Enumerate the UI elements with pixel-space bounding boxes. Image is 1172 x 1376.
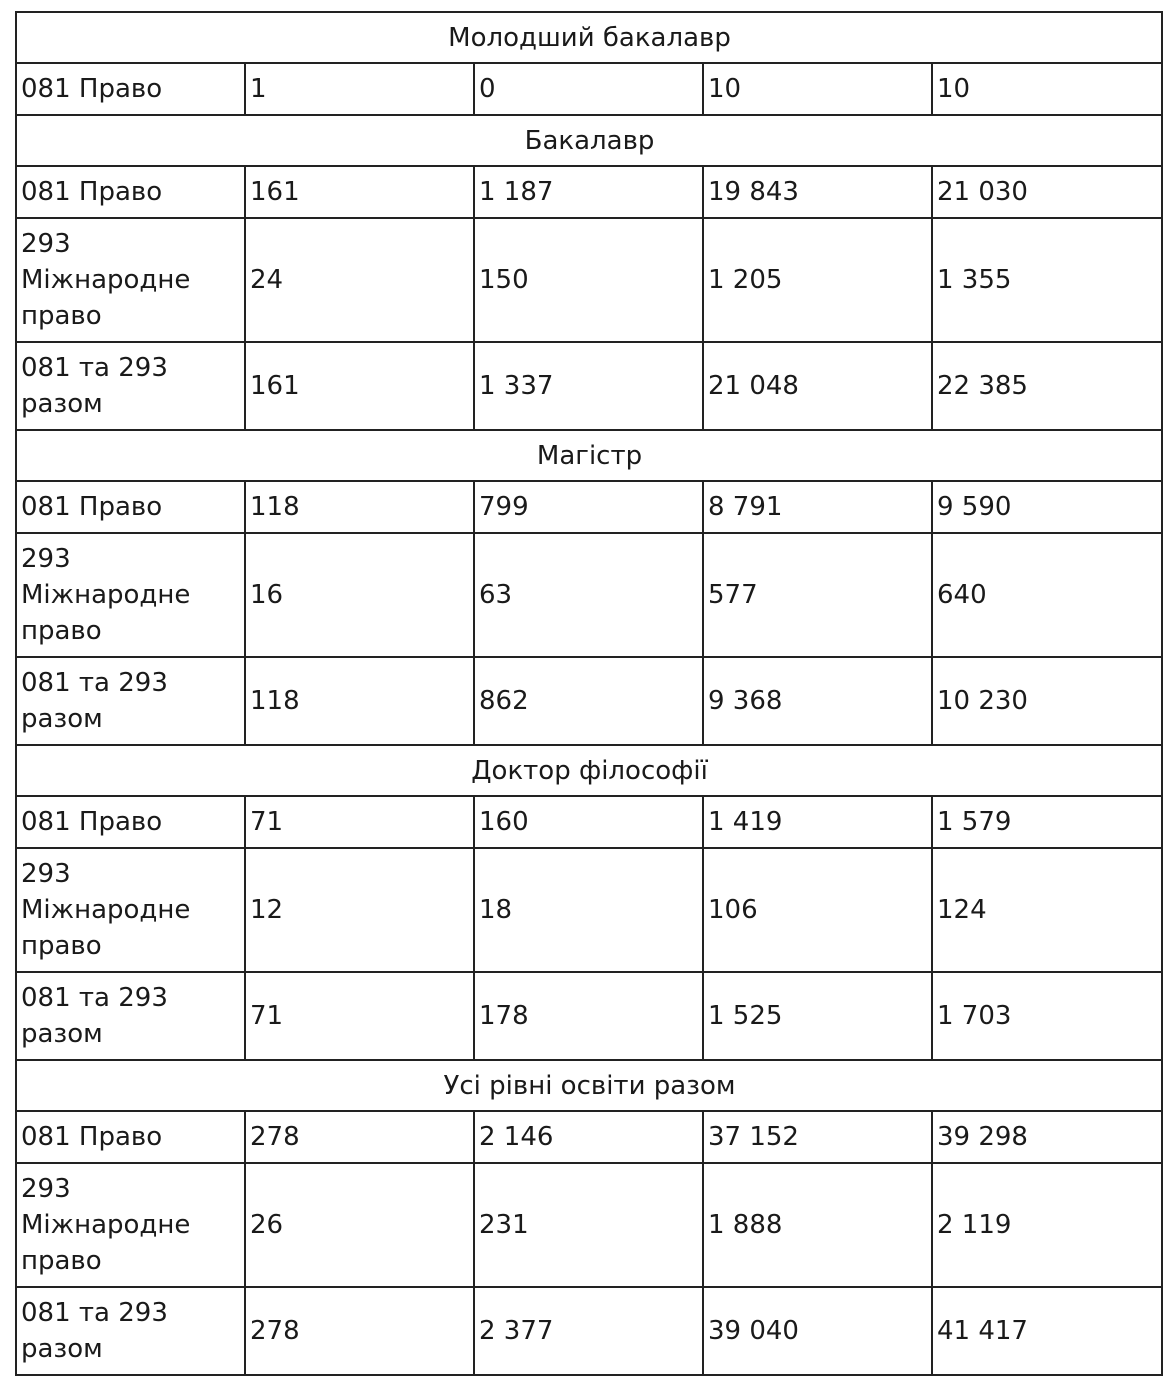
section-header-row [16, 745, 1162, 796]
value-cell: 10 230 [932, 657, 1162, 745]
value-cell: 41 417 [932, 1287, 1162, 1375]
table-row [16, 342, 1162, 430]
table-row [16, 1111, 1162, 1163]
value-cell: 1 [245, 63, 474, 115]
section-header-row [16, 430, 1162, 481]
value-cell: 161 [245, 342, 474, 430]
value-cell: 22 385 [932, 342, 1162, 430]
section-title: Молодший бакалавр [16, 12, 1162, 63]
value-cell: 799 [474, 481, 703, 533]
row-label: 081 та 293 разом [16, 972, 245, 1060]
section-header-row [16, 12, 1162, 63]
value-cell: 12 [245, 848, 474, 972]
value-cell: 9 368 [703, 657, 932, 745]
value-cell: 21 048 [703, 342, 932, 430]
value-cell: 118 [245, 481, 474, 533]
section-header-row [16, 115, 1162, 166]
row-label: 293 Міжнародне право [16, 218, 245, 342]
statistics-table [15, 11, 1163, 1376]
table-body [16, 12, 1162, 1375]
value-cell: 21 030 [932, 166, 1162, 218]
value-cell: 124 [932, 848, 1162, 972]
row-label: 081 та 293 разом [16, 657, 245, 745]
value-cell: 1 337 [474, 342, 703, 430]
table-row [16, 166, 1162, 218]
row-label: 081 Право [16, 1111, 245, 1163]
row-label: 081 Право [16, 63, 245, 115]
section-header-row [16, 1060, 1162, 1111]
value-cell: 161 [245, 166, 474, 218]
value-cell: 39 040 [703, 1287, 932, 1375]
table-row [16, 848, 1162, 972]
value-cell: 160 [474, 796, 703, 848]
section-title: Доктор філософії [16, 745, 1162, 796]
value-cell: 118 [245, 657, 474, 745]
value-cell: 71 [245, 972, 474, 1060]
value-cell: 1 187 [474, 166, 703, 218]
table-row [16, 1163, 1162, 1287]
value-cell: 24 [245, 218, 474, 342]
value-cell: 1 419 [703, 796, 932, 848]
table-row [16, 533, 1162, 657]
row-label: 081 Право [16, 481, 245, 533]
row-label: 081 та 293 разом [16, 1287, 245, 1375]
value-cell: 1 888 [703, 1163, 932, 1287]
value-cell: 2 119 [932, 1163, 1162, 1287]
value-cell: 37 152 [703, 1111, 932, 1163]
value-cell: 106 [703, 848, 932, 972]
value-cell: 640 [932, 533, 1162, 657]
table-row [16, 657, 1162, 745]
value-cell: 178 [474, 972, 703, 1060]
table-row [16, 481, 1162, 533]
value-cell: 862 [474, 657, 703, 745]
section-title: Усі рівні освіти разом [16, 1060, 1162, 1111]
value-cell: 278 [245, 1111, 474, 1163]
value-cell: 39 298 [932, 1111, 1162, 1163]
value-cell: 71 [245, 796, 474, 848]
value-cell: 1 703 [932, 972, 1162, 1060]
row-label: 293 Міжнародне право [16, 1163, 245, 1287]
value-cell: 1 205 [703, 218, 932, 342]
value-cell: 0 [474, 63, 703, 115]
section-title: Магістр [16, 430, 1162, 481]
value-cell: 63 [474, 533, 703, 657]
row-label: 081 Право [16, 166, 245, 218]
value-cell: 9 590 [932, 481, 1162, 533]
row-label: 293 Міжнародне право [16, 533, 245, 657]
table-row [16, 972, 1162, 1060]
section-title: Бакалавр [16, 115, 1162, 166]
value-cell: 10 [703, 63, 932, 115]
row-label: 081 Право [16, 796, 245, 848]
value-cell: 231 [474, 1163, 703, 1287]
table-row [16, 1287, 1162, 1375]
row-label: 293 Міжнародне право [16, 848, 245, 972]
row-label: 081 та 293 разом [16, 342, 245, 430]
value-cell: 19 843 [703, 166, 932, 218]
value-cell: 2 146 [474, 1111, 703, 1163]
value-cell: 577 [703, 533, 932, 657]
value-cell: 10 [932, 63, 1162, 115]
value-cell: 1 355 [932, 218, 1162, 342]
value-cell: 18 [474, 848, 703, 972]
value-cell: 278 [245, 1287, 474, 1375]
value-cell: 8 791 [703, 481, 932, 533]
value-cell: 16 [245, 533, 474, 657]
table-row [16, 796, 1162, 848]
value-cell: 150 [474, 218, 703, 342]
table-row [16, 63, 1162, 115]
value-cell: 26 [245, 1163, 474, 1287]
value-cell: 1 525 [703, 972, 932, 1060]
table-row [16, 218, 1162, 342]
value-cell: 1 579 [932, 796, 1162, 848]
value-cell: 2 377 [474, 1287, 703, 1375]
